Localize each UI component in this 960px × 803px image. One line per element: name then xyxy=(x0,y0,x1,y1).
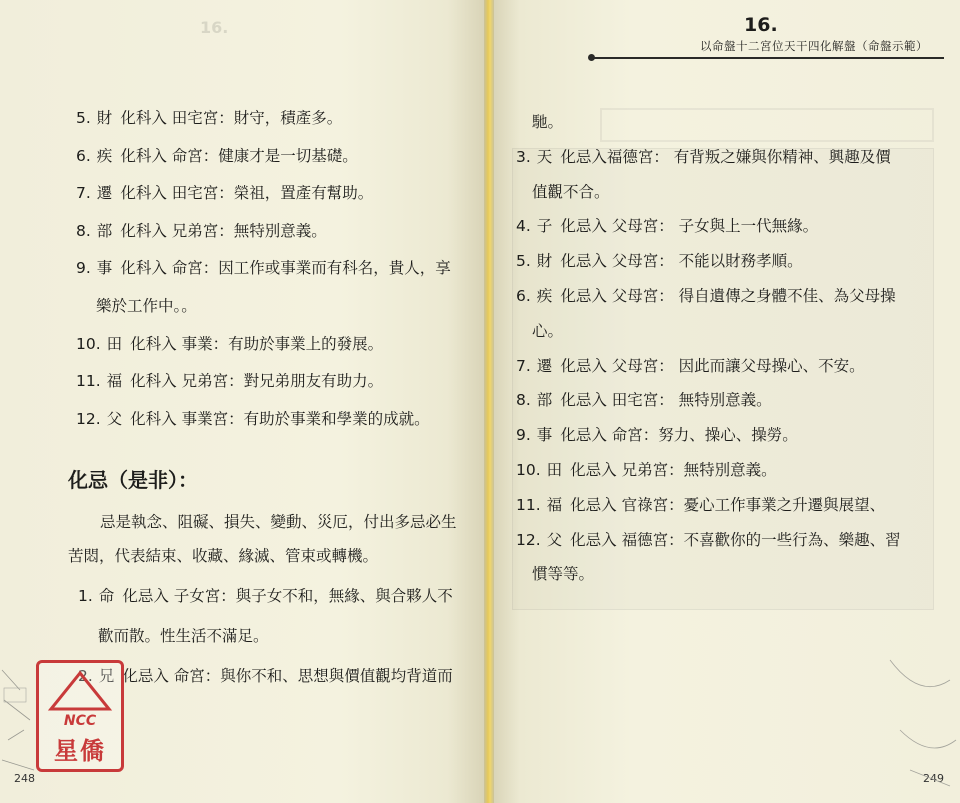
item-number: 6. xyxy=(76,146,91,165)
item-text: 值觀不合。 xyxy=(532,182,610,201)
item-text: 化科入 命宮：健康才是一切基礎。 xyxy=(120,146,358,165)
item-number: 8. xyxy=(516,391,531,410)
item-number: 11. xyxy=(516,495,541,514)
paragraph-line-2: 苦悶，代表結束、收藏、緣滅、管束或轉機。 xyxy=(68,547,379,565)
item-text: 化忌入 官祿宮：憂心工作事業之升遷與展望、 xyxy=(570,495,886,514)
item-text: 化忌入 父母宮： 得自遺傳之身體不佳、為父母操 xyxy=(560,287,896,305)
list-item xyxy=(516,286,896,306)
list-item xyxy=(532,564,594,584)
item-number: 1. xyxy=(78,587,93,605)
page-number-right: 249 xyxy=(923,772,944,785)
item-text: 化忌入 田宅宮： 無特別意義。 xyxy=(560,391,772,410)
list-item xyxy=(532,321,563,341)
stamp-name-text: 星僑 xyxy=(54,737,106,765)
palace-stem: 疾 xyxy=(536,287,553,305)
item-text: 化忌入 福德宮：不喜歡你的一些行為、樂趣、習 xyxy=(570,530,901,549)
page-number-left: 248 xyxy=(14,772,35,785)
list-item xyxy=(76,409,430,429)
chapter-number: 16. xyxy=(744,14,778,36)
palace-stem: 子 xyxy=(536,217,553,236)
list-item xyxy=(516,216,818,236)
palace-stem: 福 xyxy=(106,372,123,391)
list-item xyxy=(78,586,453,606)
list-item xyxy=(516,147,891,167)
item-text: 慣等等。 xyxy=(532,565,595,584)
palace-stem: 事 xyxy=(536,426,553,445)
palace-stem: 財 xyxy=(96,109,113,127)
palace-stem: 天 xyxy=(536,147,553,166)
show-through-title-box xyxy=(600,108,934,142)
list-item xyxy=(516,251,803,271)
palace-stem: 部 xyxy=(96,221,113,240)
palace-stem: 財 xyxy=(536,252,553,271)
item-number: 7. xyxy=(516,356,531,375)
palace-stem: 命 xyxy=(98,587,115,605)
stamp-triangle-icon xyxy=(47,669,113,713)
item-text: 化忌入 子女宮：與子女不和，無緣、與合夥人不 xyxy=(122,587,453,605)
palace-stem: 福 xyxy=(546,495,563,514)
item-number: 12. xyxy=(76,409,101,428)
palace-stem: 田 xyxy=(546,461,563,479)
item-number: 6. xyxy=(516,287,531,305)
item-text: 化忌入福德宮： 有背叛之嫌與你精神、興趣及價 xyxy=(560,147,891,166)
list-item xyxy=(516,356,865,376)
item-number: 4. xyxy=(516,217,531,236)
item-text: 化科入 兄弟宮：對兄弟朋友有助力。 xyxy=(130,372,384,391)
item-text: 歡而散。性生活不滿足。 xyxy=(98,627,269,645)
list-item xyxy=(98,626,269,646)
list-item xyxy=(76,183,373,203)
palace-stem: 父 xyxy=(106,409,123,428)
list-item xyxy=(96,296,197,316)
list-item xyxy=(76,146,358,166)
list-item xyxy=(76,258,451,278)
margin-scribble-right xyxy=(880,640,960,790)
item-number: 11. xyxy=(76,372,101,391)
item-text: 馳。 xyxy=(532,113,564,131)
item-number: 8. xyxy=(76,221,91,240)
item-text: 化科入 田宅宮：財守，積產多。 xyxy=(120,109,343,127)
item-text: 化科入 事業：有助於事業上的發展。 xyxy=(130,334,384,353)
item-number: 2. xyxy=(78,667,93,685)
list-item xyxy=(516,460,777,480)
section-heading: 化忌（是非）： xyxy=(68,468,198,492)
palace-stem: 父 xyxy=(546,530,563,549)
stamp-ncc-text: NCC xyxy=(63,713,97,729)
item-text: 化科入 兄弟宮：無特別意義。 xyxy=(120,221,327,240)
margin-scribble-left xyxy=(0,660,36,780)
list-item xyxy=(76,371,383,391)
palace-stem: 部 xyxy=(536,391,553,410)
item-number: 9. xyxy=(516,426,531,445)
item-text: 化忌入 兄弟宮：無特別意義。 xyxy=(570,461,777,479)
chapter-subtitle: 以命盤十二宮位天干四化解盤（命盤示範） xyxy=(700,39,928,53)
list-item xyxy=(532,112,563,132)
ncc-stamp xyxy=(36,660,124,772)
palace-stem: 田 xyxy=(106,334,123,353)
item-text: 化忌入 命宮：努力、操心、操勞。 xyxy=(560,426,798,445)
list-item xyxy=(516,495,885,515)
item-number: 5. xyxy=(76,109,91,127)
item-text: 心。 xyxy=(532,321,564,340)
item-number: 3. xyxy=(516,147,531,166)
book-gutter xyxy=(484,0,494,803)
item-text: 化忌入 父母宮： 因此而讓父母操心、不安。 xyxy=(560,356,865,375)
palace-stem: 疾 xyxy=(96,146,113,165)
palace-stem: 事 xyxy=(96,259,113,278)
item-number: 10. xyxy=(516,461,541,479)
show-through-header: 16. xyxy=(200,18,229,37)
item-number: 7. xyxy=(76,184,91,203)
paragraph-line-1: 忌是執念、阻礙、損失、變動、災厄，付出多忌必生 xyxy=(100,513,457,531)
list-item xyxy=(76,334,383,354)
header-rule xyxy=(594,57,944,59)
list-item xyxy=(516,425,798,445)
item-text: 化忌入 父母宮： 不能以財務孝順。 xyxy=(560,252,803,271)
item-text: 化科入 命宮：因工作或事業而有科名，貴人，享 xyxy=(120,259,451,278)
item-text: 化科入 事業宮：有助於事業和學業的成就。 xyxy=(130,409,430,428)
item-text: 化忌入 父母宮： 子女與上一代無緣。 xyxy=(560,217,819,236)
list-item xyxy=(78,666,453,686)
palace-stem: 遷 xyxy=(536,356,553,375)
list-item xyxy=(516,530,901,550)
item-text: 樂於工作中。。 xyxy=(96,297,197,315)
item-text: 化忌入 命宮：與你不和、思想與價值觀均背道而 xyxy=(122,667,453,685)
list-item xyxy=(76,108,342,128)
item-number: 10. xyxy=(76,334,101,353)
item-number: 9. xyxy=(76,259,91,278)
item-number: 12. xyxy=(516,530,541,549)
palace-stem: 遷 xyxy=(96,184,113,203)
list-item xyxy=(76,221,327,241)
list-item xyxy=(532,182,610,202)
item-text: 化科入 田宅宮：榮祖，置產有幫助。 xyxy=(120,184,374,203)
palace-stem: 兄 xyxy=(98,667,115,685)
item-number: 5. xyxy=(516,252,531,271)
list-item xyxy=(516,390,772,410)
